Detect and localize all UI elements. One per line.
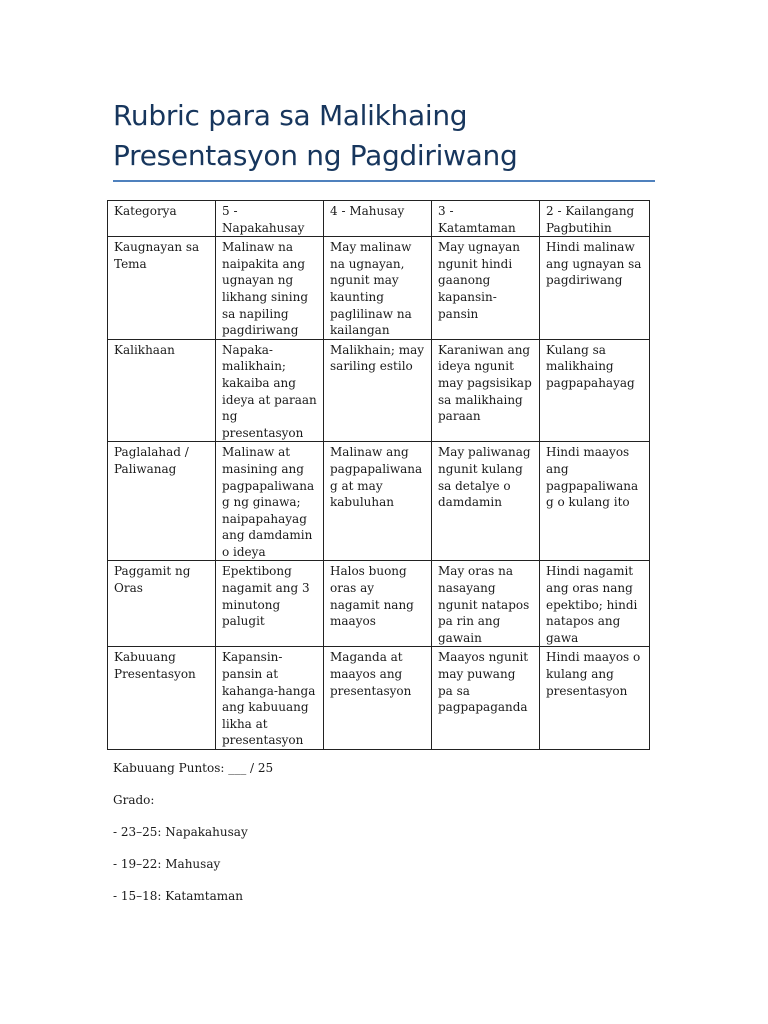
table-cell-category: Kabuuang Presentasyon — [108, 647, 216, 750]
table-cell-category: Paggamit ng Oras — [108, 561, 216, 647]
table-cell: May ugnayan ngunit hindi gaanong kapansin-pansin — [432, 237, 540, 340]
table-cell: Kulang sa malikhaing pagpapahayag — [540, 339, 650, 442]
header-cell-score-2: 2 - Kailangang Pagbutihin — [540, 201, 650, 237]
table-header-row — [108, 201, 650, 237]
total-points-line: Kabuuang Puntos: ___ / 25 — [113, 761, 274, 775]
table-cell: Kapansin-pansin at kahanga-hanga ang kabuuang likha at presentasyon — [216, 647, 324, 750]
rubric-table — [107, 200, 650, 750]
grade-item: - 19–22: Mahusay — [113, 857, 221, 871]
table-cell: Malikhain; may sariling estilo — [324, 339, 432, 442]
table-cell: Hindi malinaw ang ugnayan sa pagdiriwang — [540, 237, 650, 340]
table-cell: Karaniwan ang ideya ngunit may pagsisikap sa malikhaing paraan — [432, 339, 540, 442]
grade-item: - 15–18: Katamtaman — [113, 889, 243, 903]
table-cell: Malinaw na naipakita ang ugnayan ng likhang sining sa napiling pagdiriwang — [216, 237, 324, 340]
table-cell: Napaka-malikhain; kakaiba ang ideya at paraan ng presentasyon — [216, 339, 324, 442]
table-cell: Hindi nagamit ang oras nang epektibo; hindi natapos ang gawa — [540, 561, 650, 647]
grade-item: - 23–25: Napakahusay — [113, 825, 248, 839]
header-cell-score-4: 4 - Mahusay — [324, 201, 432, 237]
table-cell: Malinaw at masining ang pagpapaliwanag ng ginawa; naipapahayag ang damdamin o ideya — [216, 442, 324, 561]
grade-label: Grado: — [113, 793, 155, 807]
table-cell-category: Kalikhaan — [108, 339, 216, 442]
header-cell-score-3: 3 - Katamtaman — [432, 201, 540, 237]
title-underline — [113, 180, 655, 182]
table-cell-category: Kaugnayan sa Tema — [108, 237, 216, 340]
table-row — [108, 237, 650, 340]
table-row — [108, 339, 650, 442]
table-cell: May paliwanag ngunit kulang sa detalye o damdamin — [432, 442, 540, 561]
header-cell-score-5: 5 - Napakahusay — [216, 201, 324, 237]
table-cell-category: Paglalahad / Paliwanag — [108, 442, 216, 561]
table-cell: Malinaw ang pagpapaliwanag at may kabuluhan — [324, 442, 432, 561]
table-cell: Halos buong oras ay nagamit nang maayos — [324, 561, 432, 647]
table-row — [108, 442, 650, 561]
table-cell: May malinaw na ugnayan, ngunit may kaunting paglilinaw na kailangan — [324, 237, 432, 340]
table-cell: Maayos ngunit may puwang pa sa pagpapaganda — [432, 647, 540, 750]
table-cell: Epektibong nagamit ang 3 minutong palugit — [216, 561, 324, 647]
table-cell: Maganda at maayos ang presentasyon — [324, 647, 432, 750]
table-row — [108, 561, 650, 647]
header-cell-kategorya: Kategorya — [108, 201, 216, 237]
page-title: Rubric para sa Malikhaing Presentasyon ng Pagdiriwang — [113, 99, 518, 172]
table-row — [108, 647, 650, 750]
table-cell: Hindi maayos ang pagpapaliwanag o kulang ito — [540, 442, 650, 561]
table-cell: May oras na nasayang ngunit natapos pa rin ang gawain — [432, 561, 540, 647]
grading-notes — [113, 760, 273, 920]
table-cell: Hindi maayos o kulang ang presentasyon — [540, 647, 650, 750]
